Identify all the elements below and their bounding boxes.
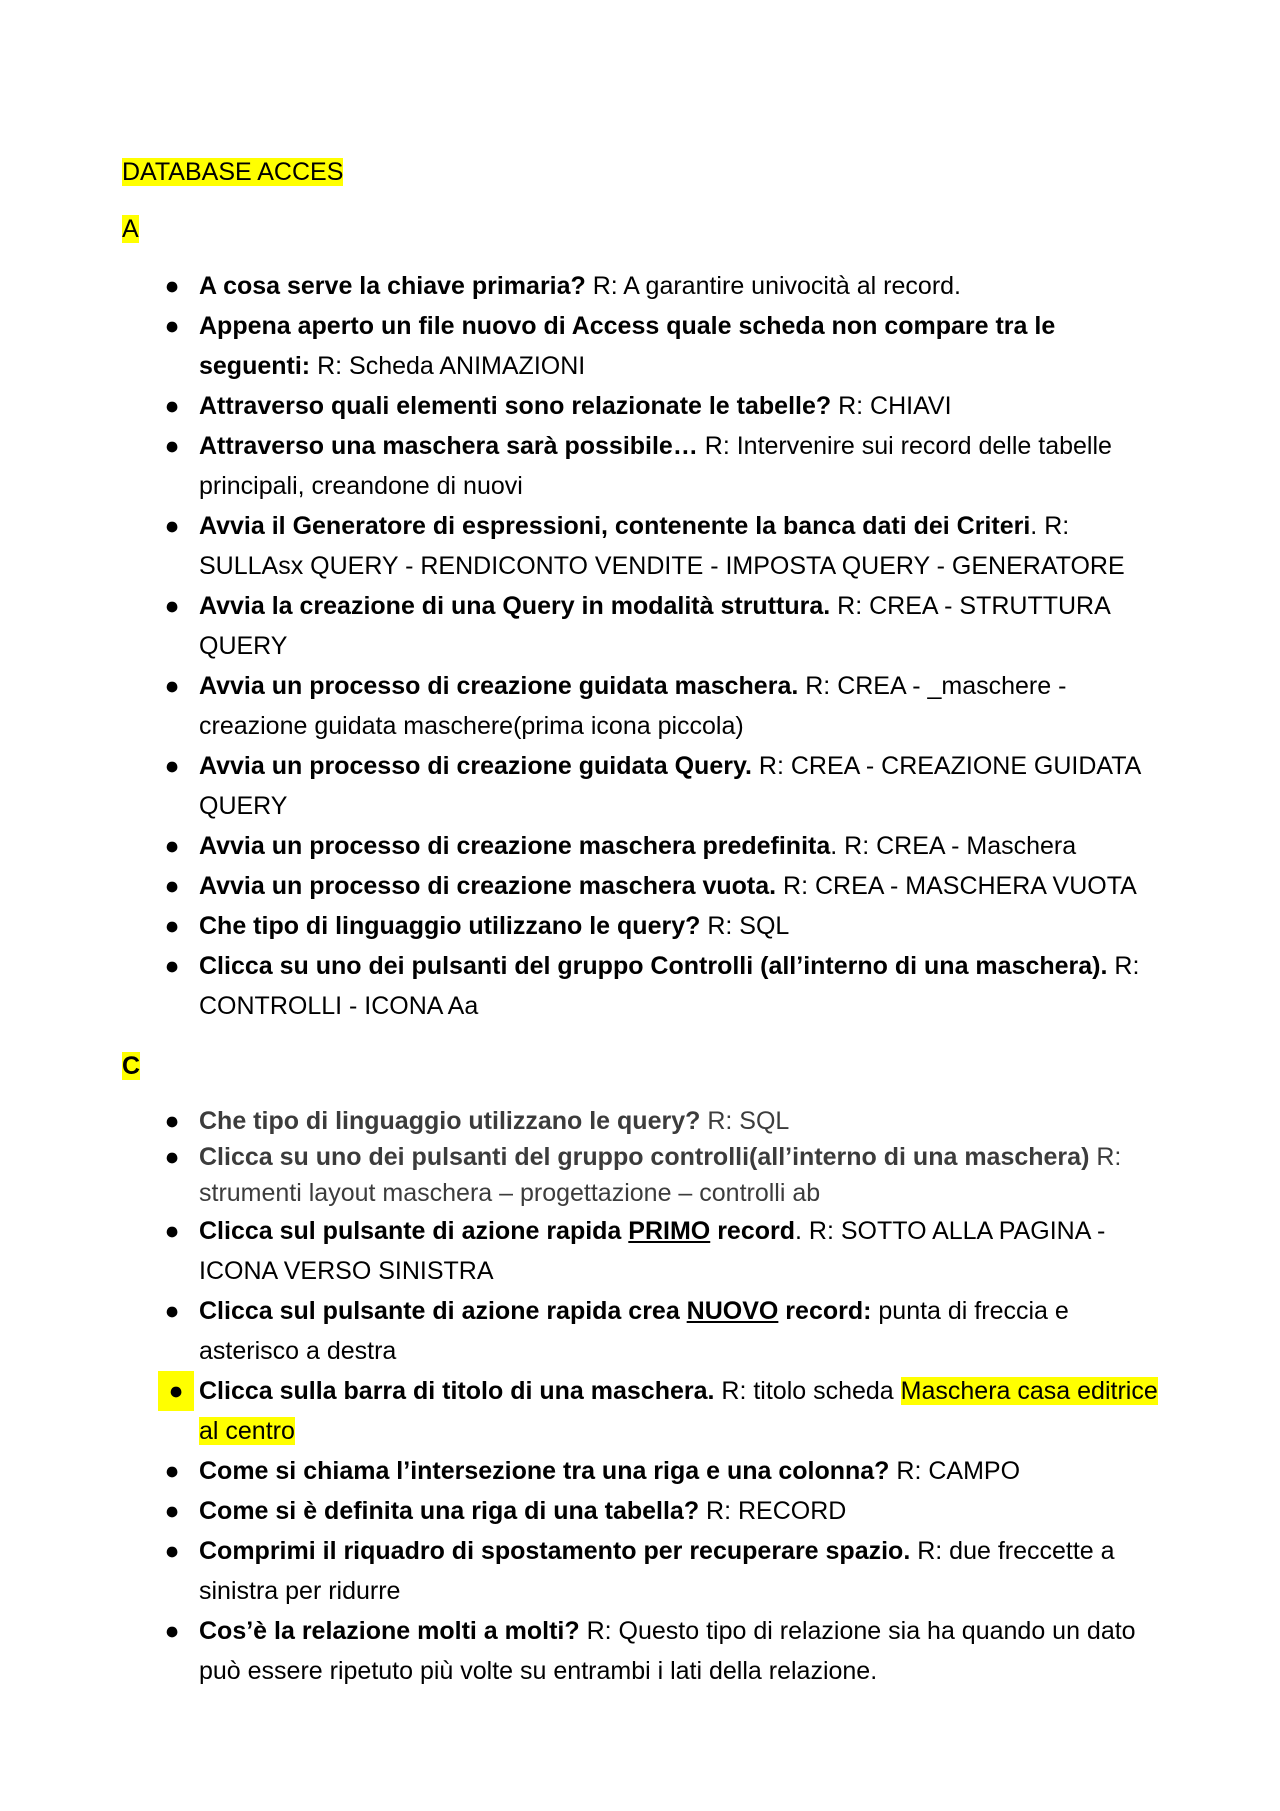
list-item: [122, 746, 1172, 826]
bullet-icon: ●: [164, 592, 180, 620]
answer: R: A garantire univocità al record.: [585, 272, 961, 300]
bullet-icon: ●: [164, 952, 180, 980]
question: [199, 1297, 871, 1325]
question-text-end: record: [710, 1217, 796, 1245]
bullet-icon: ●: [158, 1371, 194, 1411]
list-item: [122, 826, 1172, 866]
question-underlined: NUOVO: [686, 1297, 779, 1325]
answer: R: CAMPO: [889, 1457, 1021, 1485]
question: Avvia un processo di creazione guidata Query.: [199, 752, 752, 780]
list-item: [122, 1451, 1172, 1491]
question: Avvia un processo di creazione maschera vuota.: [199, 872, 777, 900]
list-item: [122, 1371, 1172, 1451]
question: Avvia un processo di creazione guidata maschera.: [199, 672, 799, 700]
list-item: [122, 266, 1172, 306]
bullet-icon: ●: [164, 1457, 180, 1485]
question: Attraverso quali elementi sono relazionate le tabelle?: [199, 392, 832, 420]
bullet-icon: ●: [164, 912, 180, 940]
section-heading-a: [122, 209, 1172, 249]
question: Come si è definita una riga di una tabella?: [199, 1497, 700, 1525]
answer: . R: SOTTO ALLA PAGINA - ICONA VERSO SINISTRA: [199, 1217, 1106, 1285]
question-text: Clicca sul pulsante di azione rapida crea: [199, 1297, 687, 1325]
answer: R: CREA - _maschere - creazione guidata maschere(prima icona piccola): [199, 672, 1067, 740]
list-item: [122, 1139, 1172, 1211]
answer: R: CONTROLLI - ICONA Aa: [199, 952, 1140, 1020]
bullet-icon: ●: [164, 832, 180, 860]
answer: R: SQL: [700, 1107, 790, 1135]
question-text-end: record:: [778, 1297, 872, 1325]
list-item: [122, 946, 1172, 1026]
question: Clicca su uno dei pulsanti del gruppo Controlli (all’interno di una maschera).: [199, 952, 1108, 980]
bullet-icon: ●: [164, 1617, 180, 1645]
question: Attraverso una maschera sarà possibile…: [199, 432, 698, 460]
question: [199, 1217, 795, 1245]
answer: R: Intervenire sui record delle tabelle principali, creandone di nuovi: [199, 432, 1112, 500]
bullet-icon: ●: [164, 672, 180, 700]
list-item: [122, 506, 1172, 586]
bullet-icon: ●: [164, 1107, 180, 1135]
list-item: [122, 1531, 1172, 1611]
answer: R: due freccette a sinistra per ridurre: [199, 1537, 1115, 1605]
list-item: [122, 866, 1172, 906]
document-title: DATABASE ACCES: [122, 158, 344, 186]
bullet-icon: ●: [164, 432, 180, 460]
bullet-icon: ●: [164, 1143, 180, 1171]
question-underlined: PRIMO: [628, 1217, 711, 1245]
bullet-icon: ●: [164, 752, 180, 780]
section-heading-c: [122, 1046, 1172, 1086]
answer: punta di freccia e asterisco a destra: [199, 1297, 1069, 1365]
answer: R: RECORD: [699, 1497, 847, 1525]
question: A cosa serve la chiave primaria?: [199, 272, 586, 300]
answer: R: titolo scheda: [714, 1377, 901, 1405]
question: Comprimi il riquadro di spostamento per recuperare spazio.: [199, 1537, 911, 1565]
answer: R: Scheda ANIMAZIONI: [310, 352, 586, 380]
question: Appena aperto un file nuovo di Access quale scheda non compare tra le seguenti:: [199, 312, 1056, 380]
section-letter: A: [122, 215, 139, 243]
list-item: [122, 1611, 1172, 1691]
bullet-icon: ●: [164, 872, 180, 900]
bullet-icon: ●: [164, 1297, 180, 1325]
answer: R: strumenti layout maschera – progettazione – controlli ab: [199, 1143, 1122, 1207]
bullet-icon: ●: [164, 392, 180, 420]
bullet-icon: ●: [164, 1497, 180, 1525]
list-item: [122, 666, 1172, 746]
bullet-icon: ●: [164, 272, 180, 300]
question: Come si chiama l’intersezione tra una riga e una colonna?: [199, 1457, 890, 1485]
answer: R: SQL: [700, 912, 790, 940]
list-item: [122, 1103, 1172, 1139]
question: Che tipo di linguaggio utilizzano le query?: [199, 912, 701, 940]
list-item: [122, 906, 1172, 946]
answer: R: CREA - MASCHERA VUOTA: [776, 872, 1137, 900]
list-item: [122, 426, 1172, 506]
document-title-line: [122, 152, 1172, 192]
answer-highlight: Maschera casa editrice al centro: [199, 1377, 1158, 1445]
section-letter: C: [122, 1052, 141, 1080]
answer: R: CREA - CREAZIONE GUIDATA QUERY: [199, 752, 1140, 820]
question: Avvia il Generatore di espressioni, contenente la banca dati dei Criteri: [199, 512, 1031, 540]
answer: . R: SULLAsx QUERY - RENDICONTO VENDITE - IMPOSTA QUERY - GENERATORE: [199, 512, 1125, 580]
list-item: [122, 1211, 1172, 1291]
question: Clicca su uno dei pulsanti del gruppo controlli(all’interno di una maschera): [199, 1143, 1090, 1171]
bullet-icon: ●: [164, 1537, 180, 1565]
question: Avvia un processo di creazione maschera predefinita: [199, 832, 831, 860]
answer: R: CREA - STRUTTURA QUERY: [199, 592, 1110, 660]
bullet-icon: ●: [164, 312, 180, 340]
list-item: [122, 1291, 1172, 1371]
bullet-icon: ●: [164, 512, 180, 540]
answer: . R: CREA - Maschera: [830, 832, 1077, 860]
list-item: [122, 586, 1172, 666]
question: Avvia la creazione di una Query in modalità struttura.: [199, 592, 831, 620]
question-text: Clicca sul pulsante di azione rapida: [199, 1217, 629, 1245]
document-body: [122, 152, 1172, 1691]
section-c-list: [122, 1103, 1172, 1691]
answer: R: Questo tipo di relazione sia ha quando un dato può essere ripetuto più volte su entrambi i lati della relazione.: [199, 1617, 1136, 1685]
list-item: [122, 386, 1172, 426]
answer: R: CHIAVI: [831, 392, 952, 420]
list-item: [122, 306, 1172, 386]
section-a-list: [122, 266, 1172, 1026]
question: Clicca sulla barra di titolo di una maschera.: [199, 1377, 715, 1405]
question: Che tipo di linguaggio utilizzano le query?: [199, 1107, 701, 1135]
list-item: [122, 1491, 1172, 1531]
bullet-icon: ●: [164, 1217, 180, 1245]
question: Cos’è la relazione molti a molti?: [199, 1617, 580, 1645]
